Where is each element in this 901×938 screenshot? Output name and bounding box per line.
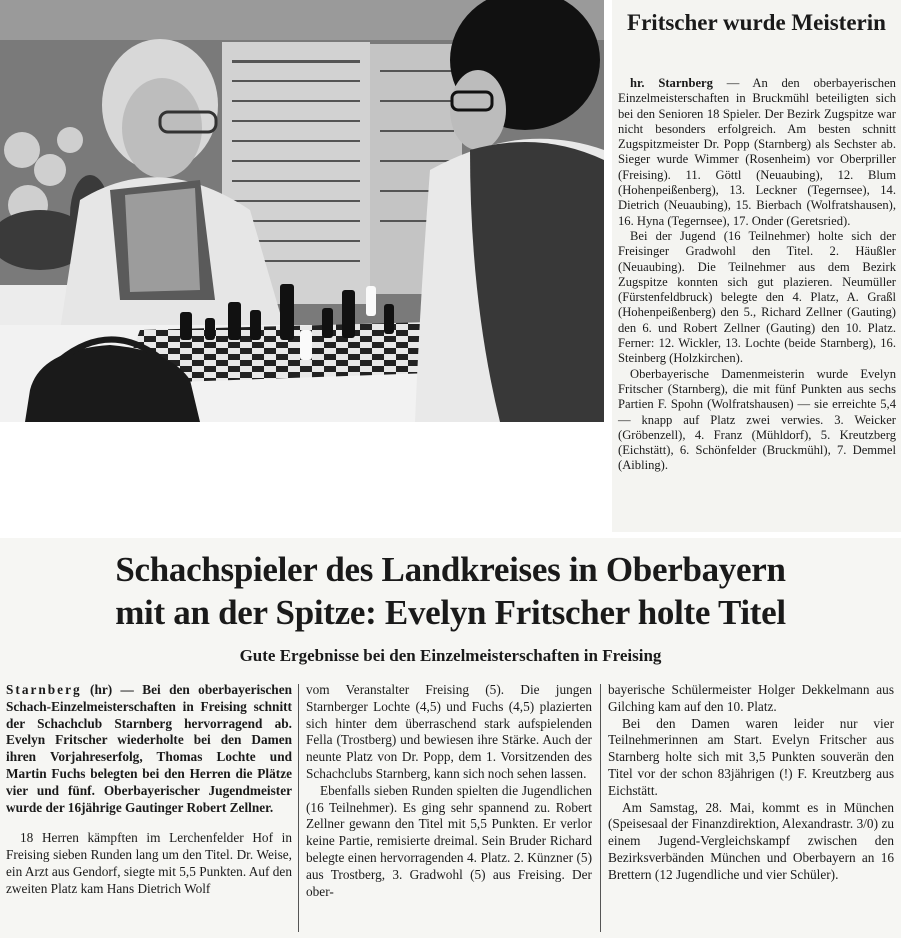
headline-line-2: mit an der Spitze: Evelyn Fritscher holte Titel — [115, 593, 786, 632]
column-divider-1 — [298, 684, 299, 932]
article-column-2 — [306, 682, 592, 900]
column-3-paragraph-2: Bei den Damen waren leider nur vier Teilnehmerinnen am Start. Evelyn Fritscher aus Starnberg holte sich mit 3,5 Punkten souverän den Titel vor der schon 83jährigen (!) F. Kreutzberg aus Eichstätt. — [608, 715, 894, 798]
column-1-paragraph-2: 18 Herren kämpften im Lerchenfelder Hof in Freising sieben Runden lang um den Titel. Dr. Weise, ein Arzt aus Gendorf, siegte mit 5,5 Punkten. Auf den zweiten Platz kam Hans Dietrich Wolf — [6, 830, 292, 896]
article-column-3 — [608, 682, 894, 884]
bottom-article-subheadline: Gute Ergebnisse bei den Einzelmeisterschaften in Freising — [239, 646, 662, 665]
column-2-paragraph-2: Ebenfalls sieben Runden spielten die Jugendlichen (16 Teilnehmer). Es ging sehr spannend zu. Robert Zellner gewann den Titel mit 5,5 Punkten. Er verlor keine Partie, remisierte dreimal. Sein Bruder Richard belegte einen hervorragenden 4. Platz. 2. Künzner (5) aus Trostberg, 3. Gradwohl (5) aus Freising. Der ober- — [306, 782, 592, 899]
top-article — [612, 0, 901, 532]
top-article-text-1: — An den oberbayerischen Einzelmeisterschaften in Bruckmühl beteiligten sich bei den Senioren 18 Spieler. Der Bezirk Zugspitze war nicht besonders erfolgreich. Am besten schnitt Zugspitzmeister Dr. Popp (Starnberg) als Sechster ab. Sieger wurde Wimmer (Rosenheim) vor Oberpriller (Freising). 11. Göttl (Neuaubing), 12. Blum (Hohenpeißenberg), 13. Leckner (Tegernsee), 14. Dietrich (Neuaubing), 15. Bierbach (Wolfratshausen), 16. Hyna (Tegernsee), 17. Onder (Geretsried). — [618, 76, 896, 228]
article-column-1 — [6, 682, 292, 898]
column-3-paragraph-3: Am Samstag, 28. Mai, kommt es in München (Speisesaal der Finanzdirektion, Alexandrastr. 3/0) zu einem Jugend-Vergleichskampf zwischen den Bezirksverbänden München und Oberbayern an 16 Brettern (12 Jugendliche und vier Schüler). — [608, 799, 894, 882]
headline-line-1: Schachspieler des Landkreises in Oberbayern — [115, 550, 786, 589]
top-article-paragraph-1 — [618, 76, 896, 229]
column-3-paragraph-1: bayerische Schülermeister Holger Dekkelmann aus Gilching kam auf den 10. Platz. — [608, 682, 894, 714]
chess-match-photo — [0, 0, 604, 422]
dateline: Starnberg — [6, 682, 82, 697]
top-article-paragraph-3: Oberbayerische Damenmeisterin wurde Evelyn Fritscher (Starnberg), die mit fünf Punkten aus sechs Partien F. Spohn (Wolfratshausen) — sie erreichte 5,4 — knapp auf Platz zwei verwies. 3. Weicker (Gröbenzell), 4. Franz (Mühldorf), 5. Kreutzberg (Eichstätt), 6. Schönfelder (Bruckmühl), 7. Demmel (Aibling). — [618, 366, 896, 473]
bottom-article-headline — [0, 548, 901, 634]
bottom-article — [0, 538, 901, 938]
top-article-paragraph-2: Bei der Jugend (16 Teilnehmer) holte sich der Freisinger Gradwohl den Titel. 2. Häußler (Neuaubing). Die Teilnehmer aus dem Bezirk Zugspitze konnten sich gut plazieren. Neumüller (Fürstenfeldbruck) belegte den 4. Platz, A. Graßl (Hohenpeißenberg) den 5., Richard Zellner (Gauting) den 6. und Robert Zellner (Gauting) den 10. Platz. Ferner: 12. Wickler, 13. Lochte (beide Starnberg), 16. Steinberg (Holzkirchen). — [618, 228, 896, 366]
lead-paragraph — [6, 682, 292, 816]
top-article-body — [618, 76, 896, 474]
column-divider-2 — [600, 684, 601, 932]
top-article-dateline: hr. Starnberg — [630, 76, 713, 90]
photo-illustration — [0, 0, 604, 422]
lead-text: (hr) — Bei den oberbayerischen Schach-Einzelmeisterschaften in Freising schnitt der Schachclub Starnberg hervorragend ab. Evelyn Fritscher wiederholte bei den Damen ihren Vorjahreserfolg, Thomas Lochte und Martin Fuchs belegten bei den Herren die Plätze vier und fünf. Oberbayerischer Jugendmeister wurde der 16jährige Gautinger Robert Zellner. — [6, 682, 292, 815]
top-article-title: Fritscher wurde Meisterin — [627, 10, 886, 35]
column-2-paragraph-1: vom Veranstalter Freising (5). Die jungen Starnberger Lochte (4,5) und Fuchs (4,5) plazierten sich hinter dem überraschend stark aufspielenden Fella (Trostberg) und bewiesen ihre Stärke. Auch der neunte Platz von Dr. Popp, dem 1. Vorsitzenden des Schachclubs Starnberg, kann sich noch sehen lassen. — [306, 682, 592, 781]
